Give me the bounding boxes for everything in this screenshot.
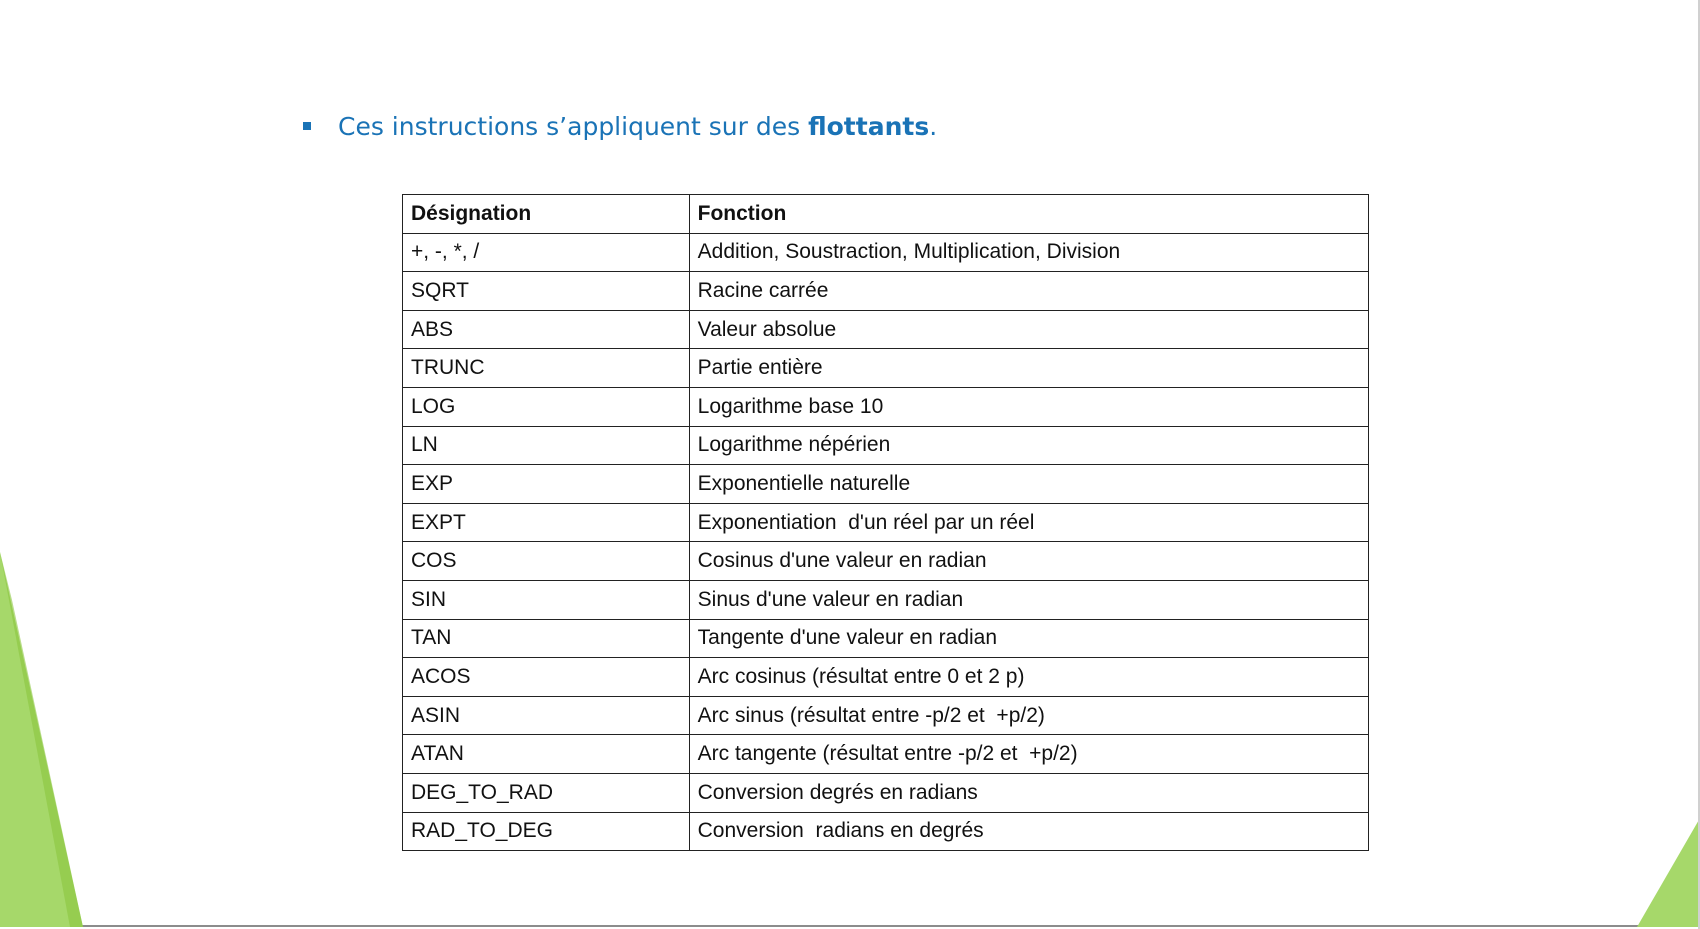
right-green-triangle [1637, 818, 1700, 927]
designation-cell: +, -, *, / [403, 233, 690, 272]
designation-cell: LOG [403, 387, 690, 426]
table-row [403, 619, 1369, 658]
designation-cell: COS [403, 542, 690, 581]
table-row [403, 773, 1369, 812]
function-cell: Cosinus d'une valeur en radian [689, 542, 1368, 581]
bullet-text-start: Ces instructions s’appliquent sur des [338, 112, 809, 141]
table-row [403, 503, 1369, 542]
table-row [403, 233, 1369, 272]
designation-cell: ATAN [403, 735, 690, 774]
designation-cell: SQRT [403, 272, 690, 311]
designation-cell: DEG_TO_RAD [403, 773, 690, 812]
table-row [403, 426, 1369, 465]
bullet-text-end: . [929, 112, 938, 141]
table-row [403, 542, 1369, 581]
function-cell: Sinus d'une valeur en radian [689, 580, 1368, 619]
function-cell: Arc cosinus (résultat entre 0 et 2 p) [689, 658, 1368, 697]
function-cell: Conversion degrés en radians [689, 773, 1368, 812]
function-cell: Arc tangente (résultat entre -p/2 et +p/2) [689, 735, 1368, 774]
table-row [403, 387, 1369, 426]
function-cell: Partie entière [689, 349, 1368, 388]
function-cell: Logarithme base 10 [689, 387, 1368, 426]
function-cell: Exponentielle naturelle [689, 465, 1368, 504]
table-row [403, 696, 1369, 735]
square-bullet-icon [303, 122, 311, 130]
function-cell: Logarithme népérien [689, 426, 1368, 465]
designation-cell: ABS [403, 310, 690, 349]
table-header-row [403, 195, 1369, 234]
table-row [403, 580, 1369, 619]
header-designation: Désignation [403, 195, 690, 234]
table-row [403, 735, 1369, 774]
designation-cell: EXP [403, 465, 690, 504]
designation-cell: LN [403, 426, 690, 465]
table-row [403, 349, 1369, 388]
bullet-item [303, 112, 937, 141]
table-row [403, 310, 1369, 349]
table-row [403, 465, 1369, 504]
designation-cell: RAD_TO_DEG [403, 812, 690, 851]
float-functions-table [402, 194, 1369, 851]
designation-cell: EXPT [403, 503, 690, 542]
header-fonction: Fonction [689, 195, 1368, 234]
function-cell: Exponentiation d'un réel par un réel [689, 503, 1368, 542]
designation-cell: TRUNC [403, 349, 690, 388]
designation-cell: ACOS [403, 658, 690, 697]
function-cell: Racine carrée [689, 272, 1368, 311]
bullet-text [338, 112, 937, 141]
function-cell: Conversion radians en degrés [689, 812, 1368, 851]
function-cell: Addition, Soustraction, Multiplication, Division [689, 233, 1368, 272]
designation-cell: ASIN [403, 696, 690, 735]
function-cell: Valeur absolue [689, 310, 1368, 349]
table-row [403, 272, 1369, 311]
function-cell: Tangente d'une valeur en radian [689, 619, 1368, 658]
designation-cell: TAN [403, 619, 690, 658]
table-row [403, 658, 1369, 697]
bullet-text-emphasis: flottants [808, 112, 930, 141]
function-cell: Arc sinus (résultat entre -p/2 et +p/2) [689, 696, 1368, 735]
designation-cell: SIN [403, 580, 690, 619]
table-row [403, 812, 1369, 851]
